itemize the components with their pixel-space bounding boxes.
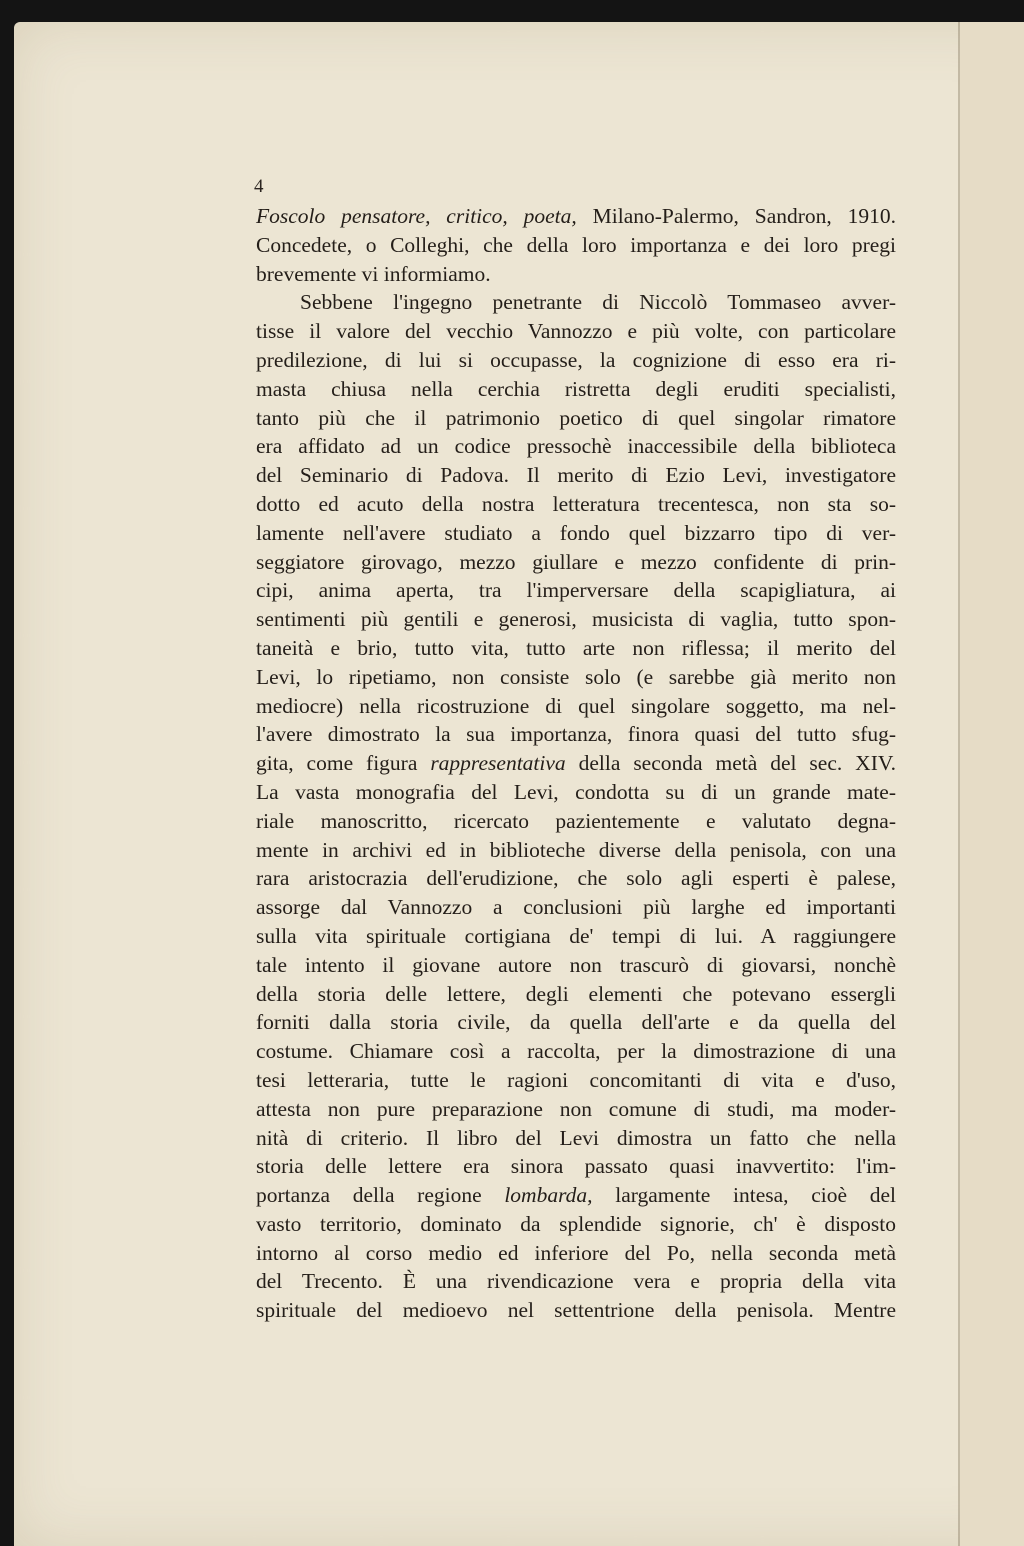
text-run: della storia delle lettere, degli elementi che potevano essergli	[256, 981, 896, 1006]
text-run: lamente nell'avere studiato a fondo quel bizzarro tipo di ver-	[256, 520, 896, 545]
text-run: l'avere dimostrato la sua importanza, finora quasi del tutto sfug-	[256, 722, 896, 747]
text-run: del Trecento. È una rivendicazione vera e propria della vita	[256, 1269, 896, 1294]
text-line	[256, 375, 896, 404]
text-line	[256, 260, 896, 289]
text-run: tanto più che il patrimonio poetico di quel singolar rimatore	[256, 405, 896, 430]
text-line	[256, 1066, 896, 1095]
text-line	[256, 1210, 896, 1239]
text-line	[256, 692, 896, 721]
text-run: della seconda metà del sec. XIV.	[565, 751, 896, 776]
text-line	[256, 1124, 896, 1153]
italic-text: rappresentativa	[430, 751, 566, 776]
text-line	[256, 576, 896, 605]
text-run: era affidato ad un codice pressochè inaccessibile della biblioteca	[256, 434, 896, 459]
text-line	[256, 1037, 896, 1066]
text-run: rara aristocrazia dell'erudizione, che solo agli esperti è palese,	[256, 866, 896, 891]
body-text	[256, 202, 896, 1325]
text-line	[256, 317, 896, 346]
text-run: del Seminario di Padova. Il merito di Ezio Levi, investigatore	[256, 463, 896, 488]
text-run: intorno al corso medio ed inferiore del Po, nella seconda metà	[256, 1240, 896, 1265]
text-run: spirituale del medioevo nel settentrione della penisola. Mentre	[256, 1298, 896, 1323]
text-line	[256, 461, 896, 490]
text-run: mediocre) nella ricostruzione di quel singolare soggetto, ma nel-	[256, 693, 896, 718]
text-run: attesta non pure preparazione non comune di studi, ma moder-	[256, 1096, 896, 1121]
text-run: predilezione, di lui si occupasse, la cognizione di esso era ri-	[256, 347, 896, 372]
text-line	[256, 836, 896, 865]
text-run: assorge dal Vannozzo a conclusioni più larghe ed importanti	[256, 895, 896, 920]
text-line	[256, 1008, 896, 1037]
text-run: gita, come figura	[256, 751, 431, 776]
text-line	[256, 1239, 896, 1268]
text-run: nità di criterio. Il libro del Levi dimostra un fatto che nella	[256, 1125, 896, 1150]
text-run: largamente intesa, cioè del	[592, 1183, 896, 1208]
text-line	[256, 980, 896, 1009]
text-line	[256, 807, 896, 836]
text-line	[256, 432, 896, 461]
page-number: 4	[254, 176, 264, 197]
text-line	[256, 893, 896, 922]
text-run: Levi, lo ripetiamo, non consiste solo (e sarebbe già merito non	[256, 664, 896, 689]
text-run: La vasta monografia del Levi, condotta su di un grande mate-	[256, 779, 896, 804]
text-run: portanza della regione	[256, 1183, 505, 1208]
page-fold	[958, 22, 960, 1546]
text-line	[256, 634, 896, 663]
text-line	[256, 605, 896, 634]
text-line	[256, 288, 896, 317]
text-line	[256, 346, 896, 375]
text-run: forniti dalla storia civile, da quella dell'arte e da quella del	[256, 1010, 896, 1035]
text-run: tesi letteraria, tutte le ragioni concomitanti di vita e d'uso,	[256, 1067, 896, 1092]
text-line	[256, 720, 896, 749]
text-run: Sebbene l'ingegno penetrante di Niccolò Tommaseo avver-	[300, 290, 896, 315]
text-line	[256, 749, 896, 778]
text-run: storia delle lettere era sinora passato quasi inavvertito: l'im-	[256, 1154, 896, 1179]
text-line	[256, 1181, 896, 1210]
text-line	[256, 1095, 896, 1124]
text-run: dotto ed acuto della nostra letteratura trecentesca, non sta so-	[256, 491, 896, 516]
text-line	[256, 951, 896, 980]
italic-text: Foscolo pensatore, critico, poeta,	[256, 204, 577, 228]
text-line	[256, 922, 896, 951]
text-run: vasto territorio, dominato da splendide signorie, ch' è disposto	[256, 1211, 896, 1236]
text-line	[256, 864, 896, 893]
text-line	[256, 1152, 896, 1181]
italic-text: lombarda,	[504, 1183, 593, 1208]
text-run: Concedete, o Colleghi, che della loro importanza e dei loro pregi	[256, 232, 896, 257]
text-line	[256, 519, 896, 548]
text-run: seggiatore girovago, mezzo giullare e mezzo confidente di prin-	[256, 549, 896, 574]
text-run: costume. Chiamare così a raccolta, per la dimostrazione di una	[256, 1039, 896, 1064]
text-run: tisse il valore del vecchio Vannozzo e più volte, con particolare	[256, 319, 896, 344]
text-run: brevemente vi informiamo.	[256, 261, 491, 286]
text-run: tale intento il giovane autore non trascurò di giovarsi, nonchè	[256, 952, 896, 977]
text-line	[256, 548, 896, 577]
text-run: Milano-Palermo, Sandron, 1910.	[576, 204, 897, 228]
text-line	[256, 1267, 896, 1296]
text-run: riale manoscritto, ricercato pazientemente e valutato degna-	[256, 808, 896, 833]
text-line	[256, 778, 896, 807]
text-run: masta chiusa nella cerchia ristretta degli eruditi specialisti,	[256, 376, 896, 401]
text-line	[256, 231, 896, 260]
text-line	[256, 1296, 896, 1325]
text-line	[256, 663, 896, 692]
text-line	[256, 404, 896, 433]
text-run: mente in archivi ed in biblioteche diverse della penisola, con una	[256, 837, 896, 862]
text-line	[256, 490, 896, 519]
text-line	[256, 202, 896, 231]
text-run: cipi, anima aperta, tra l'imperversare della scapigliatura, ai	[256, 578, 896, 603]
text-run: sulla vita spirituale cortigiana de' tempi di lui. A raggiungere	[256, 923, 896, 948]
text-run: taneità e brio, tutto vita, tutto arte non riflessa; il merito del	[256, 635, 896, 660]
text-run: sentimenti più gentili e generosi, musicista di vaglia, tutto spon-	[256, 607, 896, 632]
adjacent-page-edge	[960, 22, 1024, 1546]
